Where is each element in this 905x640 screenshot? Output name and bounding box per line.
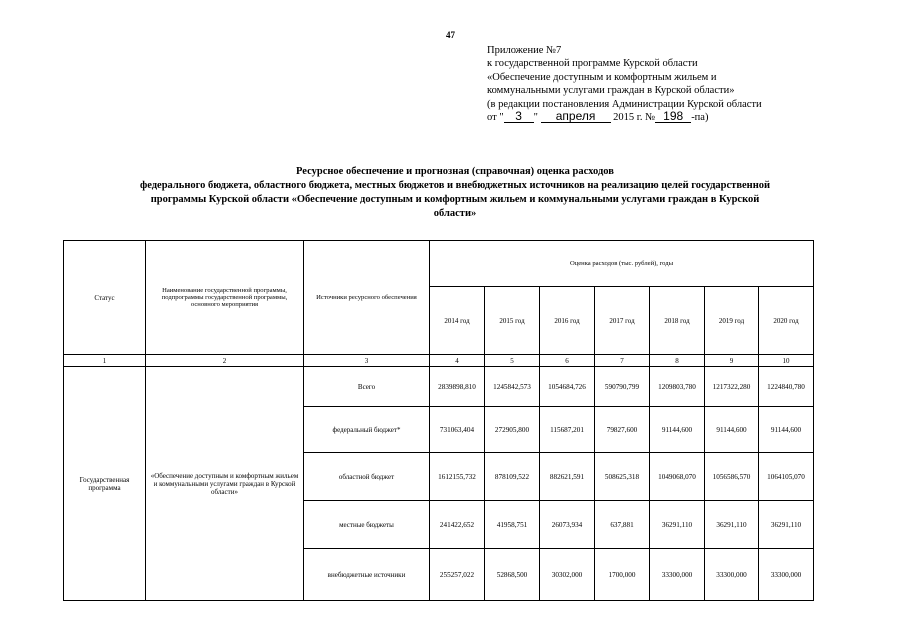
value-cell: 79827,600 <box>595 407 650 453</box>
value-cell: 2839898,810 <box>430 367 485 407</box>
value-cell: 878109,522 <box>485 453 540 501</box>
value-cell: 1217322,280 <box>705 367 759 407</box>
appendix-date-line <box>487 111 762 124</box>
appendix-line: (в редакции постановления Администрации Курской области <box>487 98 762 110</box>
budget-table <box>63 240 814 601</box>
header-year: 2014 год <box>430 287 485 355</box>
header-year: 2015 год <box>485 287 540 355</box>
appendix-line: к государственной программе Курской области <box>487 58 698 70</box>
value-cell: 508625,318 <box>595 453 650 501</box>
source-cell: областной бюджет <box>304 453 430 501</box>
decree-suffix: -па) <box>691 112 709 124</box>
value-cell: 241422,652 <box>430 501 485 549</box>
header-year: 2016 год <box>540 287 595 355</box>
column-number: 5 <box>485 355 540 367</box>
header-year: 2018 год <box>650 287 705 355</box>
value-cell: 1224840,780 <box>759 367 814 407</box>
date-prefix: от " <box>487 112 504 124</box>
column-number: 8 <box>650 355 705 367</box>
source-cell: внебюджетные источники <box>304 549 430 601</box>
value-cell: 1056586,570 <box>705 453 759 501</box>
date-day: 3 <box>504 111 534 123</box>
appendix-line: Приложение №7 <box>487 45 562 56</box>
document-title <box>60 165 850 221</box>
value-cell: 36291,110 <box>759 501 814 549</box>
program-name-cell: «Обеспечение доступным и комфортным жильем и коммунальными услугами граждан в Курской области» <box>146 367 304 601</box>
value-cell: 637,881 <box>595 501 650 549</box>
source-cell: местные бюджеты <box>304 501 430 549</box>
value-cell: 1064105,070 <box>759 453 814 501</box>
column-number: 10 <box>759 355 814 367</box>
column-number: 1 <box>64 355 146 367</box>
value-cell: 26073,934 <box>540 501 595 549</box>
value-cell: 52868,500 <box>485 549 540 601</box>
value-cell: 1612155,732 <box>430 453 485 501</box>
value-cell: 882621,591 <box>540 453 595 501</box>
value-cell: 30302,000 <box>540 549 595 601</box>
column-number: 4 <box>430 355 485 367</box>
value-cell: 33300,000 <box>759 549 814 601</box>
value-cell: 115687,201 <box>540 407 595 453</box>
value-cell: 1049068,070 <box>650 453 705 501</box>
column-number: 6 <box>540 355 595 367</box>
appendix-line: «Обеспечение доступным и комфортным жильем и <box>487 71 717 83</box>
title-line: Ресурсное обеспечение и прогнозная (справочная) оценка расходов <box>296 166 614 177</box>
column-number: 2 <box>146 355 304 367</box>
appendix-line: коммунальными услугами граждан в Курской области» <box>487 85 735 97</box>
title-line: федерального бюджета, областного бюджета, местных бюджетов и внебюджетных источников на реализацию целей государственной <box>139 180 771 191</box>
header-estimate: Оценка расходов (тыс. рублей), годы <box>430 241 814 287</box>
column-number: 9 <box>705 355 759 367</box>
appendix-header <box>487 44 762 124</box>
header-year: 2020 год <box>759 287 814 355</box>
value-cell: 91144,600 <box>759 407 814 453</box>
value-cell: 1245842,573 <box>485 367 540 407</box>
source-cell: федеральный бюджет* <box>304 407 430 453</box>
value-cell: 91144,600 <box>650 407 705 453</box>
date-quote: " <box>533 112 538 124</box>
title-line: программы Курской области «Обеспечение доступным и комфортным жильем и коммунальными услугами граждан в Курской <box>150 194 760 205</box>
header-year: 2017 год <box>595 287 650 355</box>
title-line: области» <box>433 208 477 219</box>
header-program-name: Наименование государственной программы, подпрограммы государственной программы, основного мероприятия <box>146 241 304 355</box>
header-sources: Источники ресурсного обеспечения <box>304 241 430 355</box>
decree-number: 198 <box>655 111 691 123</box>
table-row <box>64 367 814 407</box>
column-number: 3 <box>304 355 430 367</box>
date-year: 2015 г. № <box>613 112 656 124</box>
source-cell: Всего <box>304 367 430 407</box>
value-cell: 731063,404 <box>430 407 485 453</box>
header-status: Статус <box>64 241 146 355</box>
value-cell: 590790,799 <box>595 367 650 407</box>
value-cell: 33300,000 <box>705 549 759 601</box>
value-cell: 1700,000 <box>595 549 650 601</box>
column-number: 7 <box>595 355 650 367</box>
header-year: 2019 год <box>705 287 759 355</box>
value-cell: 91144,600 <box>705 407 759 453</box>
value-cell: 272905,800 <box>485 407 540 453</box>
status-cell: Государственная программа <box>64 367 146 601</box>
value-cell: 36291,110 <box>705 501 759 549</box>
value-cell: 33300,000 <box>650 549 705 601</box>
value-cell: 1209803,780 <box>650 367 705 407</box>
page-number: 47 <box>446 30 455 40</box>
date-month: апреля <box>541 111 611 123</box>
value-cell: 41958,751 <box>485 501 540 549</box>
value-cell: 255257,022 <box>430 549 485 601</box>
value-cell: 36291,110 <box>650 501 705 549</box>
value-cell: 1054684,726 <box>540 367 595 407</box>
